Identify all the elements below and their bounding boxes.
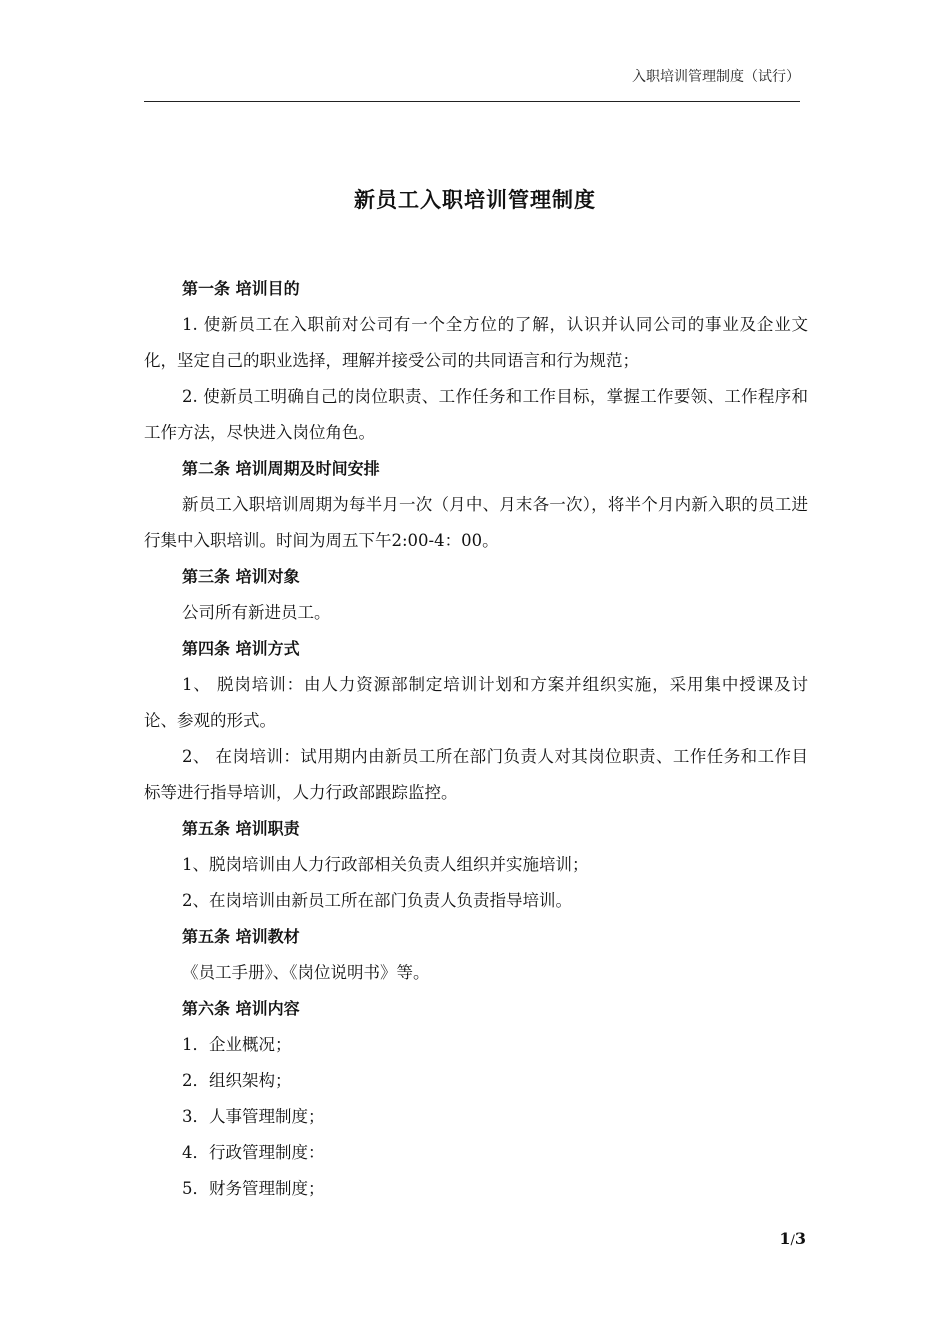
section-heading-purpose: 第一条 培训目的: [182, 279, 300, 298]
section-heading-content: 第六条 培训内容: [182, 999, 300, 1018]
section-heading-schedule: 第二条 培训周期及时间安排: [182, 459, 380, 478]
list-item: 3．人事管理制度；: [182, 1107, 325, 1126]
paragraph: 新员工入职培训周期为每半月一次（月中、月末各一次），将半个月内新入职的员工进行集中入职培训。时间为周五下午2:00-4：00。: [144, 495, 808, 550]
list-item: 1、脱岗培训由人力行政部相关负责人组织并实施培训；: [182, 855, 589, 874]
paragraph: 2、 在岗培训：试用期内由新员工所在部门负责人对其岗位职责、工作任务和工作目标等进行指导培训，人力行政部跟踪监控。: [144, 747, 808, 802]
paragraph: 《员工手册》、《岗位说明书》等。: [182, 963, 430, 982]
running-header: 入职培训管理制度（试行）: [632, 69, 800, 85]
list-item: 2．组织架构；: [182, 1071, 292, 1090]
document-title: 新员工入职培训管理制度: [354, 188, 596, 212]
list-item: 2、在岗培训由新员工所在部门负责人负责指导培训。: [182, 891, 572, 910]
paragraph: 公司所有新进员工。: [182, 603, 331, 622]
section-heading-method: 第四条 培训方式: [182, 639, 300, 658]
section-heading-materials: 第五条 培训教材: [182, 927, 300, 946]
header-rule: [144, 101, 800, 102]
page-separator: /: [790, 1233, 795, 1248]
page-total: 3: [794, 1229, 806, 1248]
section-heading-target: 第三条 培训对象: [182, 567, 300, 586]
paragraph: 1. 使新员工在入职前对公司有一个全方位的了解，认识并认同公司的事业及企业文化，坚定自己的职业选择，理解并接受公司的共同语言和行为规范；: [144, 315, 808, 370]
page-number: [779, 1229, 806, 1248]
list-item: 4．行政管理制度：: [182, 1143, 325, 1162]
paragraph: 2. 使新员工明确自己的岗位职责、工作任务和工作目标，掌握工作要领、工作程序和工作方法，尽快进入岗位角色。: [144, 387, 808, 442]
section-heading-responsibility: 第五条 培训职责: [182, 819, 300, 838]
list-item: 1．企业概况；: [182, 1035, 292, 1054]
document-body: [144, 271, 808, 1207]
paragraph: 1、 脱岗培训：由人力资源部制定培训计划和方案并组织实施，采用集中授课及讨论、参观的形式。: [144, 675, 808, 730]
page-current: 1: [779, 1229, 791, 1248]
list-item: 5．财务管理制度；: [182, 1179, 325, 1198]
